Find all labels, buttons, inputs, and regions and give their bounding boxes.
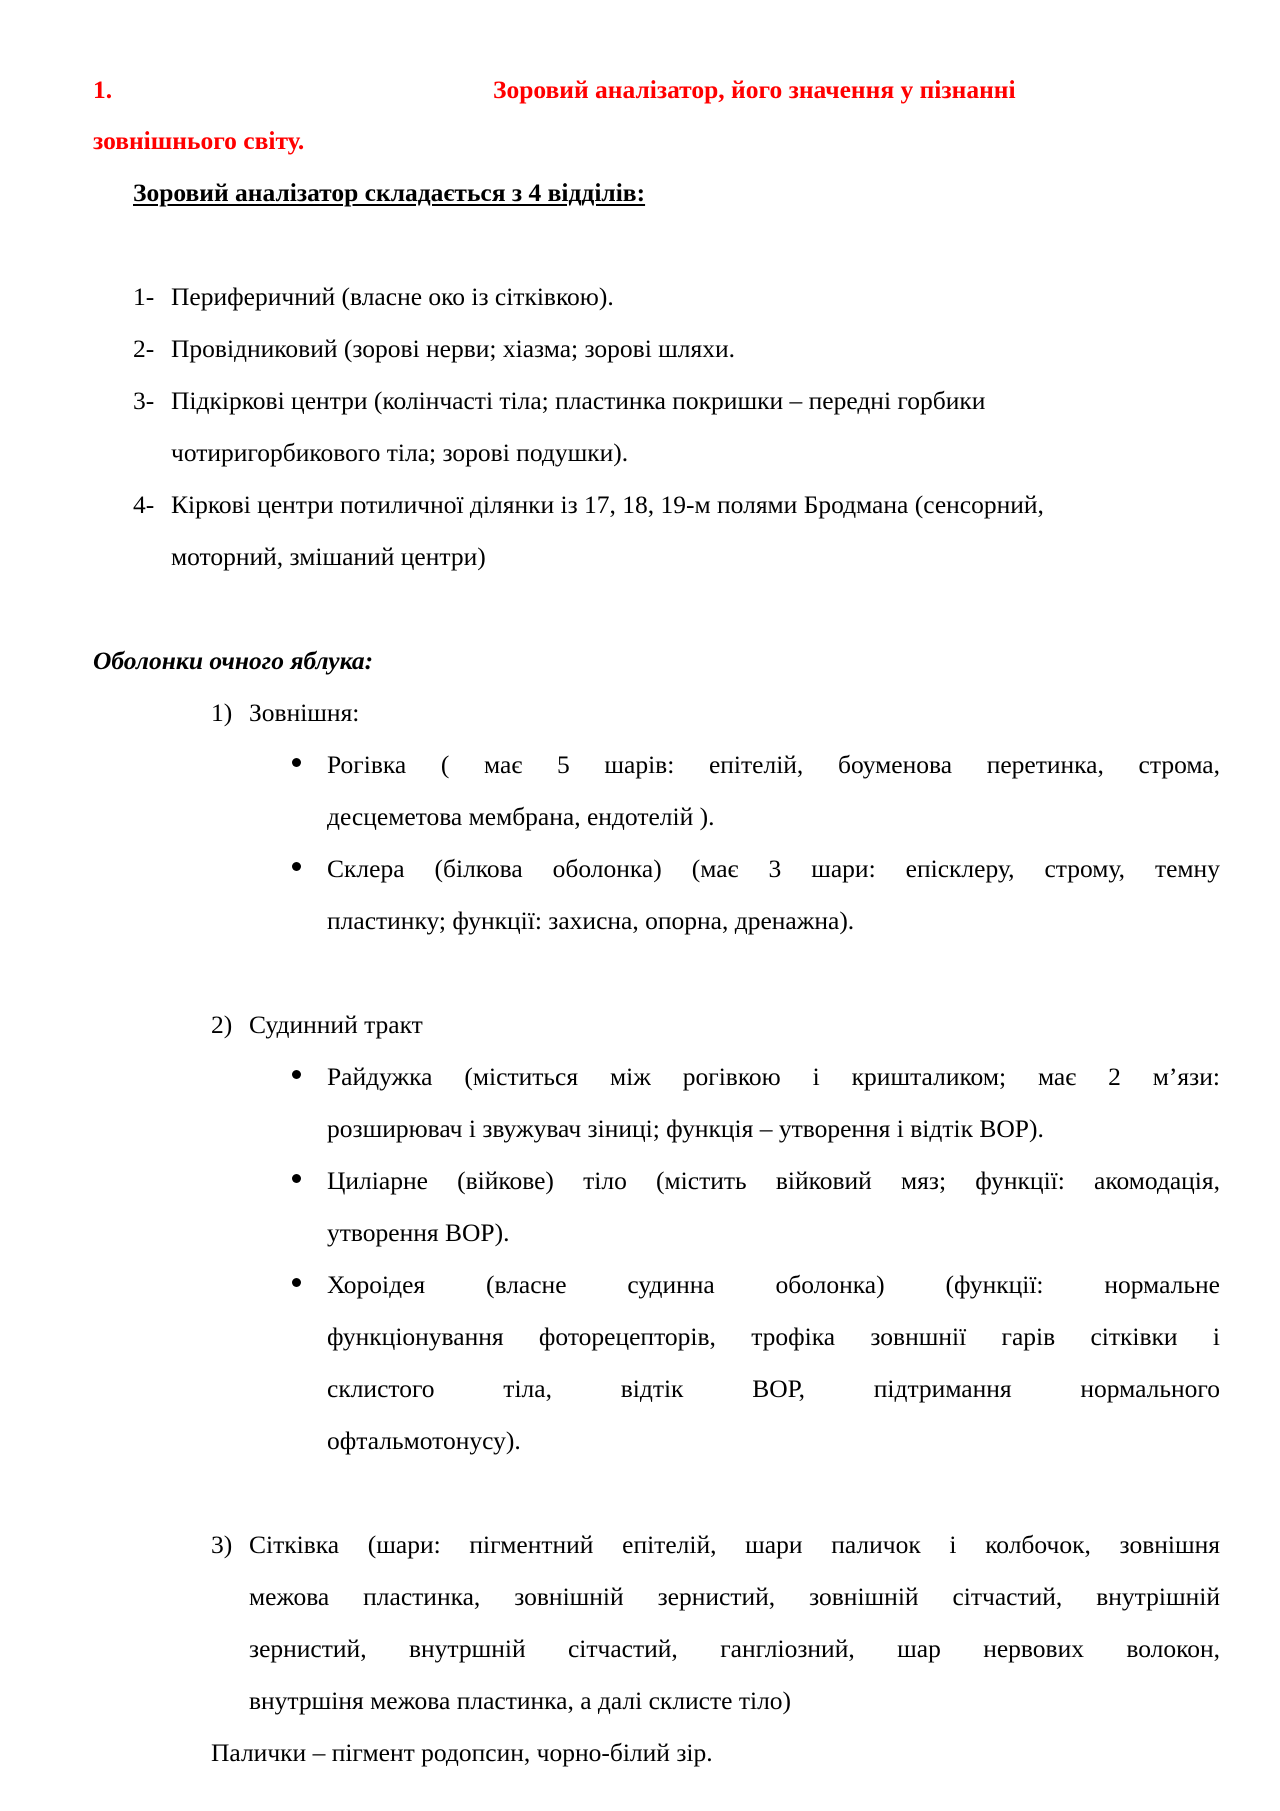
bullet-line-justified: функціонування фоторецепторів, трофіка зовншнії гарів сітківки і xyxy=(327,1322,1220,1351)
membrane-marker: 1) xyxy=(211,698,233,727)
bullet-line: пластинку; функції: захисна, опорна, дренажна). xyxy=(327,906,855,935)
bullet-icon xyxy=(292,1174,301,1183)
division-text: моторний, змішаний центри) xyxy=(171,542,486,571)
retina-line-justified: межова пластинка, зовнішній зернистий, зовнішній сітчастий, внутрішній xyxy=(249,1582,1220,1611)
bullet-icon xyxy=(292,1070,301,1079)
membrane-title: Зовнішня: xyxy=(249,698,360,727)
bullet-line: розширювач і звужувач зіниці; функція – утворення і відтік ВОР). xyxy=(327,1114,1044,1143)
subheading: Зоровий аналізатор складається з 4 відділів: xyxy=(133,178,646,207)
division-text: Підкіркові центри (колінчасті тіла; пластинка покришки – передні горбики xyxy=(171,386,986,415)
membrane-marker: 2) xyxy=(211,1010,233,1039)
footer-line: Палички – пігмент родопсин, чорно-білий зір. xyxy=(211,1738,713,1767)
retina-line-justified: зернистий, внутршній сітчастий, гангліозний, шар нервових волокон, xyxy=(249,1634,1220,1663)
division-text: Кіркові центри потиличної ділянки із 17, 18, 19-м полями Бродмана (сенсорний, xyxy=(171,490,1044,519)
bullet-icon xyxy=(292,758,301,767)
division-marker: 1- xyxy=(133,282,155,311)
bullet-line-justified: Рогівка ( має 5 шарів: епітелій, боуменова перетинка, строма, xyxy=(327,750,1220,779)
retina-line-justified: Сітківка (шари: пігментний епітелій, шари паличок і колбочок, зовнішня xyxy=(249,1530,1220,1559)
bullet-line-justified: Хороідея (власне судинна оболонка) (функції: нормальне xyxy=(327,1270,1220,1299)
membrane-title: Судинний тракт xyxy=(249,1010,423,1039)
heading-line-2: зовнішнього світу. xyxy=(93,126,305,155)
heading-number: 1. xyxy=(93,75,113,104)
division-marker: 2- xyxy=(133,334,155,363)
bullet-icon xyxy=(292,862,301,871)
bullet-line-justified: Склера (білкова оболонка) (має 3 шари: епісклеру, строму, темну xyxy=(327,854,1220,883)
division-text: Провідниковий (зорові нерви; хіазма; зорові шляхи. xyxy=(171,334,736,363)
division-marker: 3- xyxy=(133,386,155,415)
bullet-icon xyxy=(292,1278,301,1287)
bullet-line-justified: Райдужка (міститься між рогівкою і кришталиком; має 2 м’язи: xyxy=(327,1062,1220,1091)
bullet-line-justified: склистого тіла, відтік ВОР, підтримання нормального xyxy=(327,1374,1220,1403)
division-text: Периферичний (власне око із сітківкою). xyxy=(171,282,614,311)
heading-line-1: Зоровий аналізатор, його значення у пізнанні xyxy=(493,75,1016,104)
division-text: чотиригорбикового тіла; зорові подушки). xyxy=(171,438,629,467)
bullet-line-justified: Циліарне (війкове) тіло (містить війковий мяз; функції: акомодація, xyxy=(327,1166,1220,1195)
membranes-title: Оболонки очного яблука: xyxy=(93,646,374,675)
membrane-marker: 3) xyxy=(211,1530,233,1559)
retina-line: внутршіня межова пластинка, а далі склисте тіло) xyxy=(249,1686,792,1715)
bullet-line: десцеметова мембрана, ендотелій ). xyxy=(327,802,715,831)
bullet-line: офтальмотонусу). xyxy=(327,1426,521,1455)
division-marker: 4- xyxy=(133,490,155,519)
bullet-line: утворення ВОР). xyxy=(327,1218,510,1247)
